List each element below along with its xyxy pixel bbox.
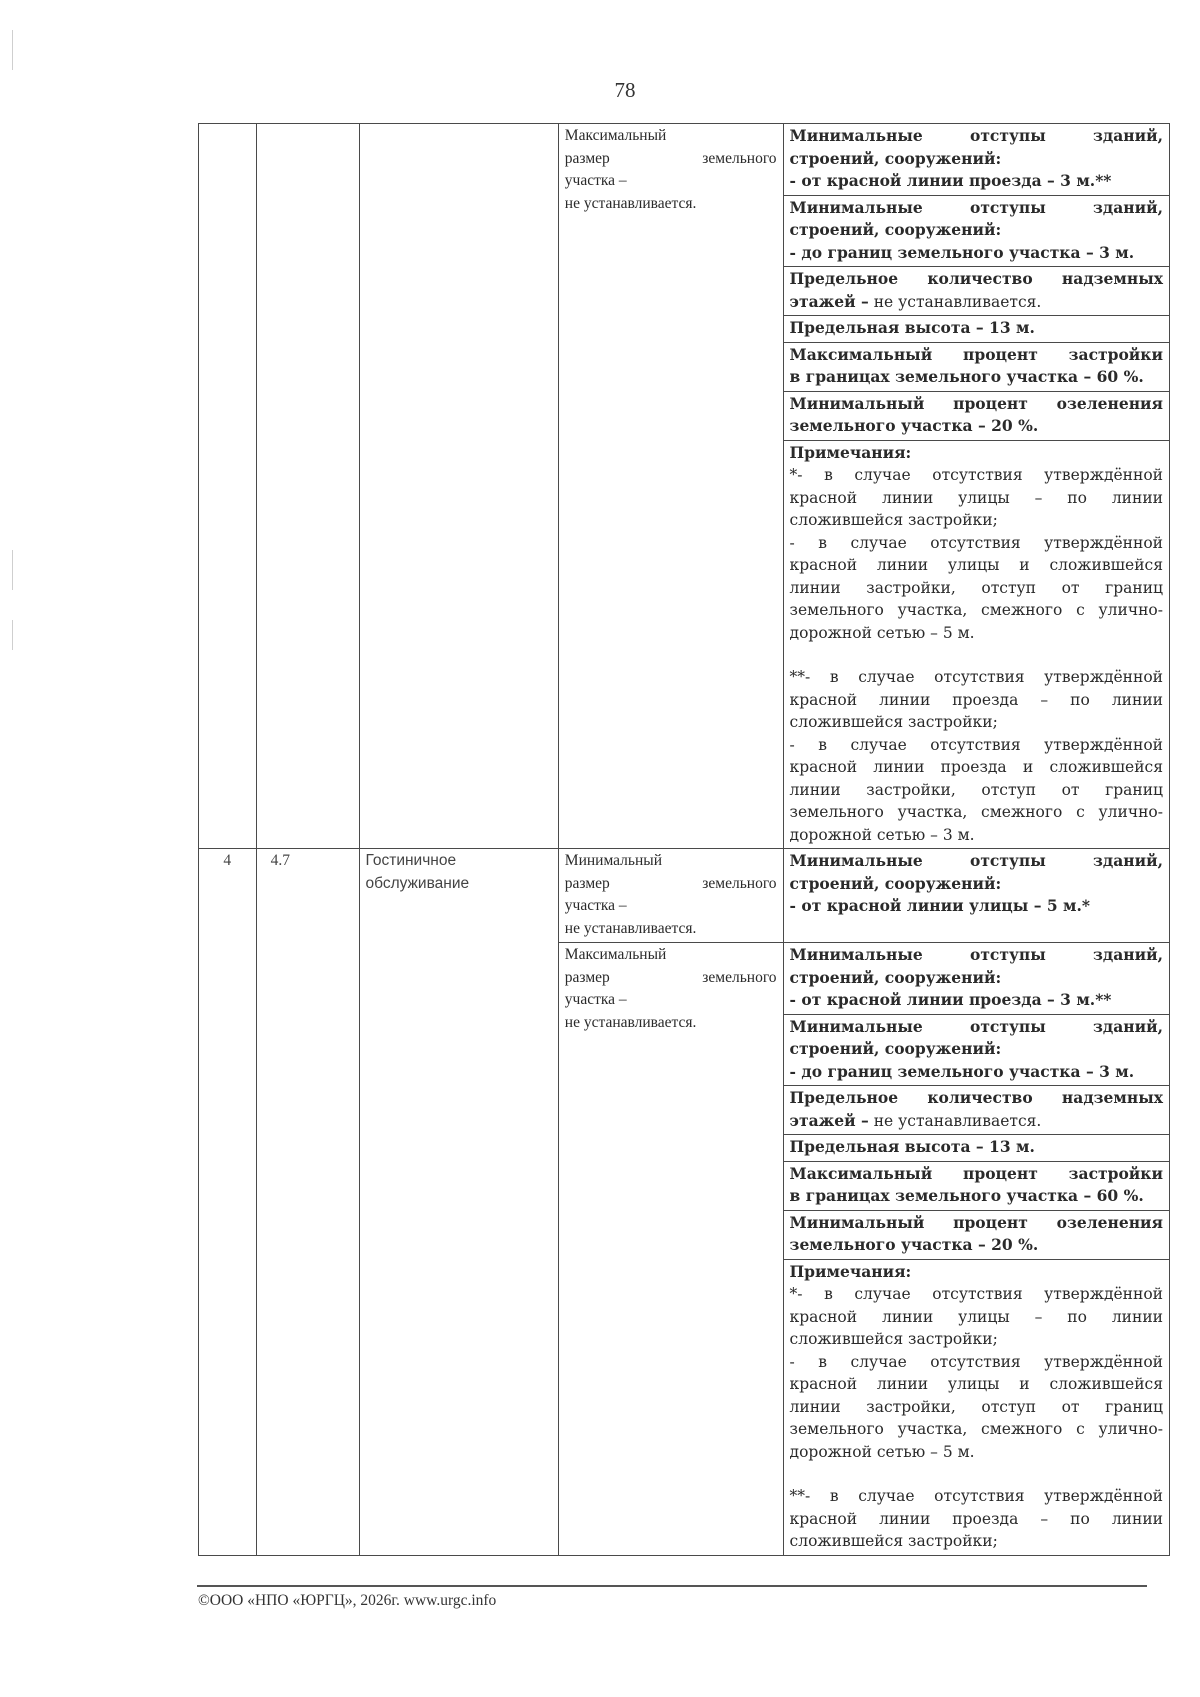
size-not-set: не устанавливается. — [564, 194, 697, 212]
size-line: участка – — [564, 172, 627, 189]
note-line: дорожной сетью – 3 м. — [789, 825, 975, 844]
notes-title: Примечания: — [789, 1261, 912, 1281]
note-line: - в случае отсутствия утверждённой — [789, 1352, 1163, 1371]
note-line: красной линии проезда – по линии — [789, 1509, 1163, 1528]
note-line: *- в случае отсутствия утверждённой — [789, 466, 1163, 484]
note-line: сложившейся застройки; — [789, 713, 998, 731]
param-line: этажей – — [789, 291, 869, 311]
row-number: 4 — [199, 849, 257, 1556]
size-not-set: не устанавливается. — [564, 919, 697, 937]
param-line: земельного участка – 20 %. — [789, 1235, 1039, 1254]
size-not-set: не устанавливается. — [564, 1013, 697, 1031]
min-size-cell — [558, 849, 783, 943]
param-line: строений, сооружений: — [789, 967, 1002, 987]
param-line: Предельное количество надземных — [789, 269, 1163, 288]
note-gap — [790, 644, 1163, 666]
note-line: дорожной сетью – 5 м. — [789, 1442, 975, 1461]
param-line: - от красной линии проезда – 3 м.** — [789, 171, 1112, 190]
coverage-limit — [783, 342, 1169, 391]
size-line: участка – — [564, 897, 627, 914]
note-line: красной линии улицы и сложившейся — [789, 1375, 1163, 1393]
size-line: участка – — [564, 991, 627, 1008]
param-line: не устанавливается. — [868, 292, 1042, 311]
size-title: Максимальный — [564, 946, 667, 963]
size-title: Минимальный — [564, 852, 662, 869]
size-line: размер земельного — [564, 149, 777, 167]
param-line: земельного участка – 20 %. — [789, 416, 1039, 435]
param-line: - от красной линии улицы – 5 м.* — [789, 896, 1090, 915]
footer-copyright: ©ООО «НПО «ЮРГЦ», 2026г. www.urgc.info — [198, 1592, 497, 1609]
note-line: красной линии улицы – по линии — [789, 1307, 1163, 1326]
setback-red-line-drive — [783, 943, 1169, 1015]
note-line: *- в случае отсутствия утверждённой — [789, 1285, 1163, 1303]
greening-limit — [783, 1210, 1169, 1259]
note-line: - в случае отсутствия утверждённой — [789, 533, 1163, 552]
param-line: - до границ земельного участка – 3 м. — [789, 242, 1135, 262]
footer-rule — [197, 1585, 1147, 1587]
row-name — [359, 849, 558, 1556]
row-code: 4.7 — [256, 849, 359, 1556]
note-line: красной линии улицы и сложившейся — [789, 556, 1163, 574]
setback-red-line-street — [783, 849, 1169, 943]
param-line: строений, сооружений: — [789, 220, 1002, 239]
param-line: в границах земельного участка – 60 %. — [789, 367, 1144, 386]
coverage-limit — [783, 1161, 1169, 1210]
param-line: строений, сооружений: — [789, 148, 1002, 168]
note-line: земельного участка, смежного с улично- — [789, 803, 1163, 821]
size-title: Максимальный — [564, 127, 667, 144]
height-limit — [783, 1135, 1169, 1162]
height-limit — [783, 316, 1169, 343]
setback-red-line-drive — [783, 124, 1169, 196]
size-line: размер земельного — [564, 968, 777, 986]
param-line: Минимальные отступы зданий, — [789, 197, 1163, 217]
row-name-line: Гостиничное — [365, 852, 457, 869]
param-line: в границах земельного участка – 60 %. — [789, 1186, 1144, 1205]
note-line: дорожной сетью – 5 м. — [789, 623, 975, 642]
param-line: Предельное количество надземных — [789, 1088, 1163, 1107]
note-line: красной линии проезда и сложившейся — [789, 758, 1163, 776]
param-line: - до границ земельного участка – 3 м. — [789, 1061, 1135, 1081]
note-line: красной линии проезда – по линии — [789, 690, 1163, 709]
param-line: Минимальные отступы зданий, — [789, 851, 1163, 870]
note-line: **- в случае отсутствия утверждённой — [789, 668, 1163, 686]
scan-mark — [12, 550, 13, 590]
max-size-cell — [558, 124, 783, 849]
param-line: Максимальный процент застройки — [789, 1163, 1163, 1183]
note-line: - в случае отсутствия утверждённой — [789, 735, 1163, 754]
param-line: Максимальный процент застройки — [789, 344, 1163, 364]
param-line: строений, сооружений: — [789, 1039, 1002, 1058]
scan-mark — [12, 30, 13, 70]
note-line: **- в случае отсутствия утверждённой — [789, 1487, 1163, 1505]
param-line: Минимальные отступы зданий, — [789, 945, 1163, 964]
note-line: сложившейся застройки; — [789, 511, 998, 529]
regulations-table — [198, 123, 1170, 1556]
note-gap — [790, 1463, 1163, 1485]
greening-limit — [783, 391, 1169, 440]
note-line: земельного участка, смежного с улично- — [789, 1420, 1163, 1438]
notes-cell — [783, 1259, 1169, 1555]
cell-empty — [256, 124, 359, 849]
param-line: Минимальные отступы зданий, — [789, 1016, 1163, 1036]
note-line: земельного участка, смежного с улично- — [789, 601, 1163, 619]
param-line: не устанавливается. — [868, 1111, 1042, 1130]
setback-boundaries — [783, 195, 1169, 267]
setback-boundaries — [783, 1014, 1169, 1086]
param-line: этажей – — [789, 1110, 869, 1130]
notes-title: Примечания: — [789, 442, 912, 462]
size-line: размер земельного — [564, 874, 777, 892]
note-line: красной линии улицы – по линии — [789, 488, 1163, 507]
floors-limit — [783, 267, 1169, 316]
param-line: - от красной линии проезда – 3 м.** — [789, 990, 1112, 1009]
max-size-cell — [558, 943, 783, 1556]
param-line: Минимальные отступы зданий, — [789, 126, 1163, 145]
note-line: линии застройки, отступ от границ — [789, 780, 1163, 799]
param-line: Минимальный процент озеленения — [789, 393, 1163, 413]
note-line: сложившейся застройки; — [789, 1532, 998, 1550]
note-line: линии застройки, отступ от границ — [789, 578, 1163, 597]
notes-cell — [783, 440, 1169, 849]
note-line: сложившейся застройки; — [789, 1330, 998, 1348]
page-number: 78 — [614, 78, 636, 102]
param-line: Предельная высота – 13 м. — [789, 1137, 1035, 1156]
note-line: линии застройки, отступ от границ — [789, 1397, 1163, 1416]
cell-empty — [359, 124, 558, 849]
cell-empty — [199, 124, 257, 849]
table-row — [199, 124, 1170, 196]
scan-mark — [12, 620, 13, 650]
param-line: Минимальный процент озеленения — [789, 1212, 1163, 1232]
row-name-line: обслуживание — [365, 874, 470, 892]
floors-limit — [783, 1086, 1169, 1135]
param-line: строений, сооружений: — [789, 873, 1002, 893]
param-line: Предельная высота – 13 м. — [789, 318, 1035, 337]
table-row — [199, 849, 1170, 943]
